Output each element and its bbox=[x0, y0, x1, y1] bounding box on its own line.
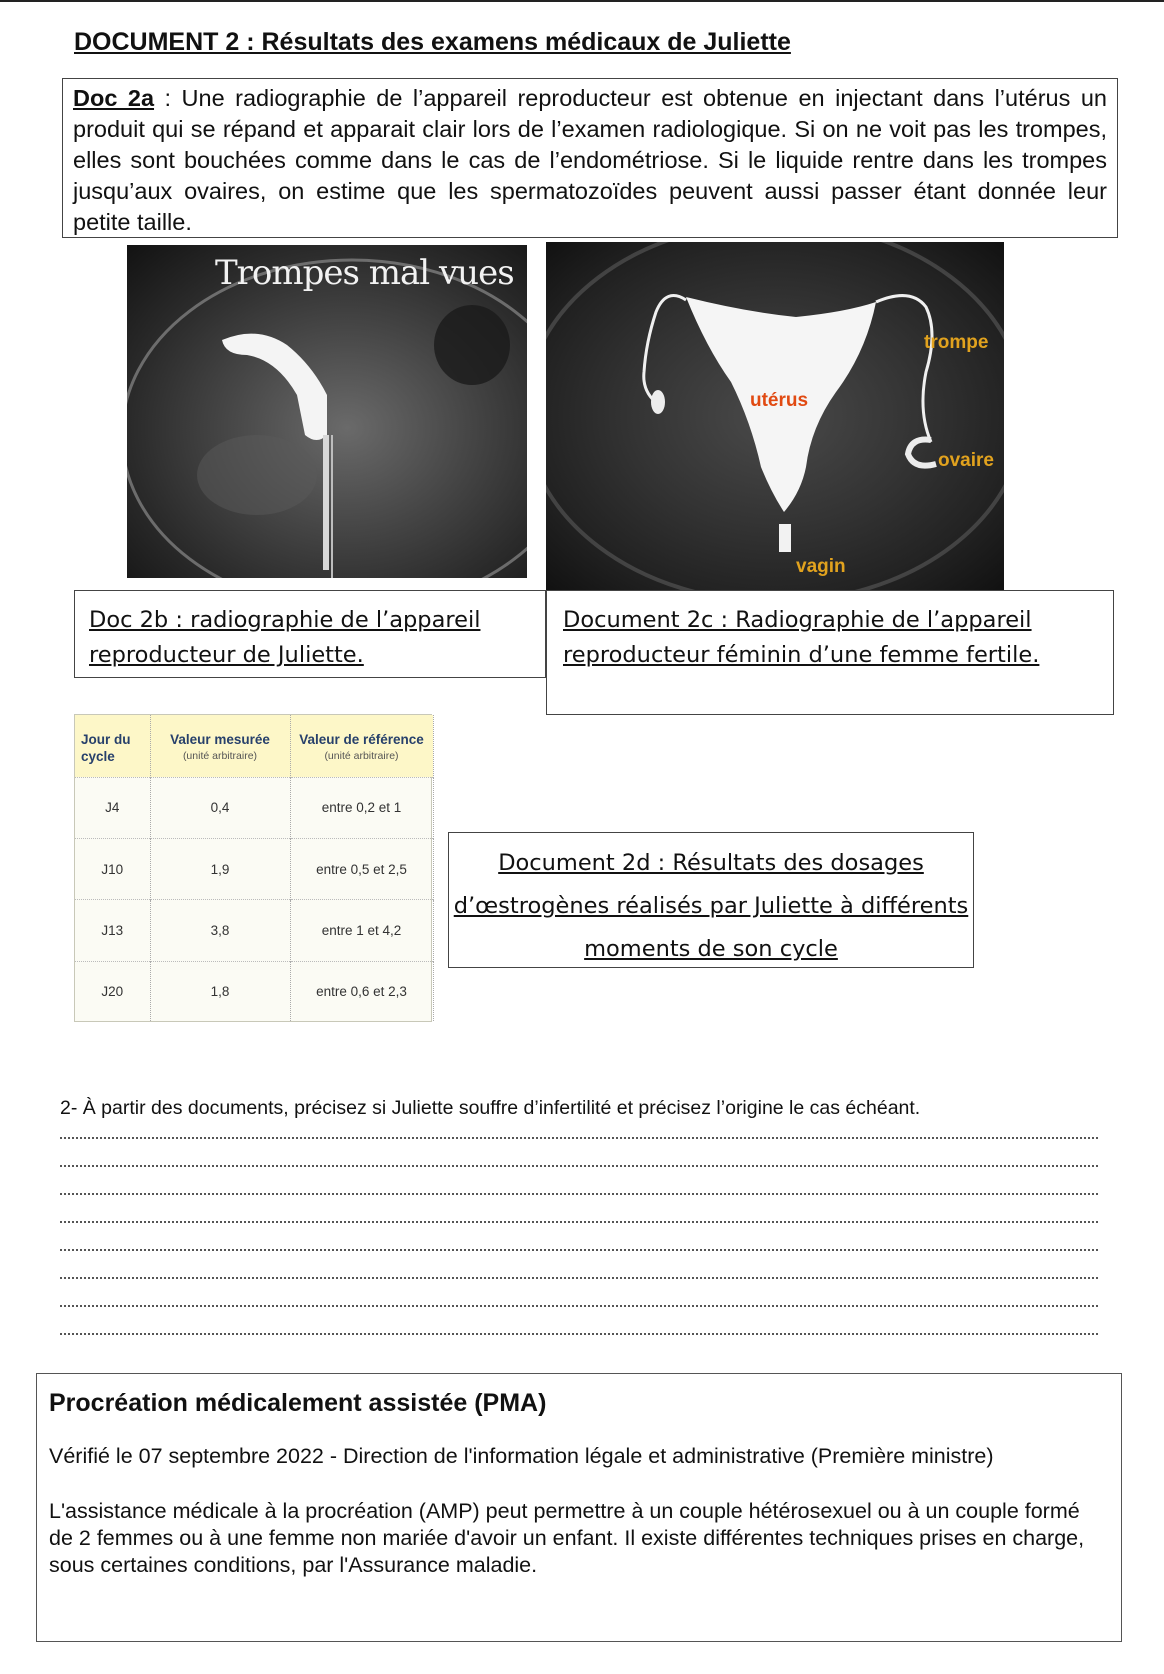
doc-2a-text: : Une radiographie de l’appareil reproducteur est obtenue en injectant dans l’utérus un produit qui se répand et apparait clair lors de l’examen radiologique. Si on ne voit pas les trompes, elles sont bouchées comme dans le cas de l’endométriose. Si le liquide rentre dans les trompes jusqu’aux ovaires, on estime que les spermatozoïdes peuvent aussi passer étant donnée leur petite taille. bbox=[73, 85, 1107, 235]
header-jour: Jour du cycle bbox=[75, 715, 150, 777]
table-row bbox=[75, 838, 433, 899]
doc-2d-caption: Document 2d : Résultats des dosages d’œstrogènes réalisés par Juliette à différents moments de son cycle bbox=[448, 832, 974, 968]
xray-juliette-image bbox=[127, 245, 527, 578]
doc-2c-caption: Document 2c : Radiographie de l’appareil reproducteur féminin d’une femme fertile. bbox=[546, 590, 1114, 715]
top-rule bbox=[0, 0, 1164, 2]
header-reference-label: Valeur de référence bbox=[299, 732, 424, 747]
answer-line bbox=[60, 1193, 1098, 1195]
xray-overlay-text: Trompes mal vues bbox=[215, 253, 514, 293]
table-row bbox=[75, 777, 433, 838]
header-mesuree-unit: (unité arbitraire) bbox=[182, 750, 258, 762]
xray-fertile-drawing bbox=[546, 242, 1004, 590]
answer-line bbox=[60, 1165, 1098, 1167]
cell-mesuree: 3,8 bbox=[150, 900, 290, 961]
pma-body: L'assistance médicale à la procréation (AMP) peut permettre à un couple hétérosexuel ou à un couple formé de 2 femmes ou à une femme non mariée d'avoir un enfant. Il existe différentes techniques prises en charge, sous certaines conditions, par l'Assurance maladie. bbox=[49, 1499, 1085, 1577]
estrogen-table-grid bbox=[75, 715, 434, 1021]
cell-reference: entre 0,5 et 2,5 bbox=[290, 838, 433, 899]
xray-fertile-image bbox=[546, 242, 1004, 590]
pma-title: Procréation médicalement assistée (PMA) bbox=[49, 1389, 547, 1417]
cell-mesuree: 0,4 bbox=[150, 777, 290, 838]
estrogen-table bbox=[74, 714, 432, 1022]
header-mesuree bbox=[150, 715, 290, 777]
cell-jour: J4 bbox=[75, 777, 150, 838]
pma-verified: Vérifié le 07 septembre 2022 - Direction de l'information légale et administrative (Première ministre) bbox=[49, 1444, 994, 1468]
label-trompe: trompe bbox=[924, 332, 989, 353]
doc-2b-caption: Doc 2b : radiographie de l’appareil reproducteur de Juliette. bbox=[74, 590, 546, 678]
xray-juliette-drawing bbox=[127, 245, 527, 578]
cell-reference: entre 0,6 et 2,3 bbox=[290, 961, 433, 1021]
answer-line bbox=[60, 1333, 1098, 1335]
cell-jour: J10 bbox=[75, 838, 150, 899]
cell-reference: entre 1 et 4,2 bbox=[290, 900, 433, 961]
header-reference bbox=[290, 715, 433, 777]
answer-line bbox=[60, 1305, 1098, 1307]
table-row bbox=[75, 961, 433, 1021]
pma-box bbox=[36, 1373, 1122, 1642]
cell-mesuree: 1,8 bbox=[150, 961, 290, 1021]
label-uterus: utérus bbox=[750, 390, 809, 411]
answer-line bbox=[60, 1221, 1098, 1223]
doc-2a-box bbox=[62, 78, 1118, 238]
doc-2a-label: Doc 2a bbox=[73, 85, 155, 111]
cell-jour: J20 bbox=[75, 961, 150, 1021]
answer-line bbox=[60, 1137, 1098, 1139]
table-row bbox=[75, 900, 433, 961]
cell-mesuree: 1,9 bbox=[150, 838, 290, 899]
cell-jour: J13 bbox=[75, 900, 150, 961]
table-header-row bbox=[75, 715, 433, 777]
header-reference-unit: (unité arbitraire) bbox=[324, 750, 399, 762]
answer-line bbox=[60, 1277, 1098, 1279]
header-mesuree-label: Valeur mesurée bbox=[170, 732, 270, 747]
label-vagin: vagin bbox=[796, 556, 846, 577]
answer-line bbox=[60, 1249, 1098, 1251]
label-ovaire: ovaire bbox=[938, 450, 994, 471]
document-title: DOCUMENT 2 : Résultats des examens médicaux de Juliette bbox=[74, 28, 791, 56]
question-2: 2- À partir des documents, précisez si Juliette souffre d’infertilité et précisez l’origine le cas échéant. bbox=[60, 1097, 921, 1119]
cell-reference: entre 0,2 et 1 bbox=[290, 777, 433, 838]
